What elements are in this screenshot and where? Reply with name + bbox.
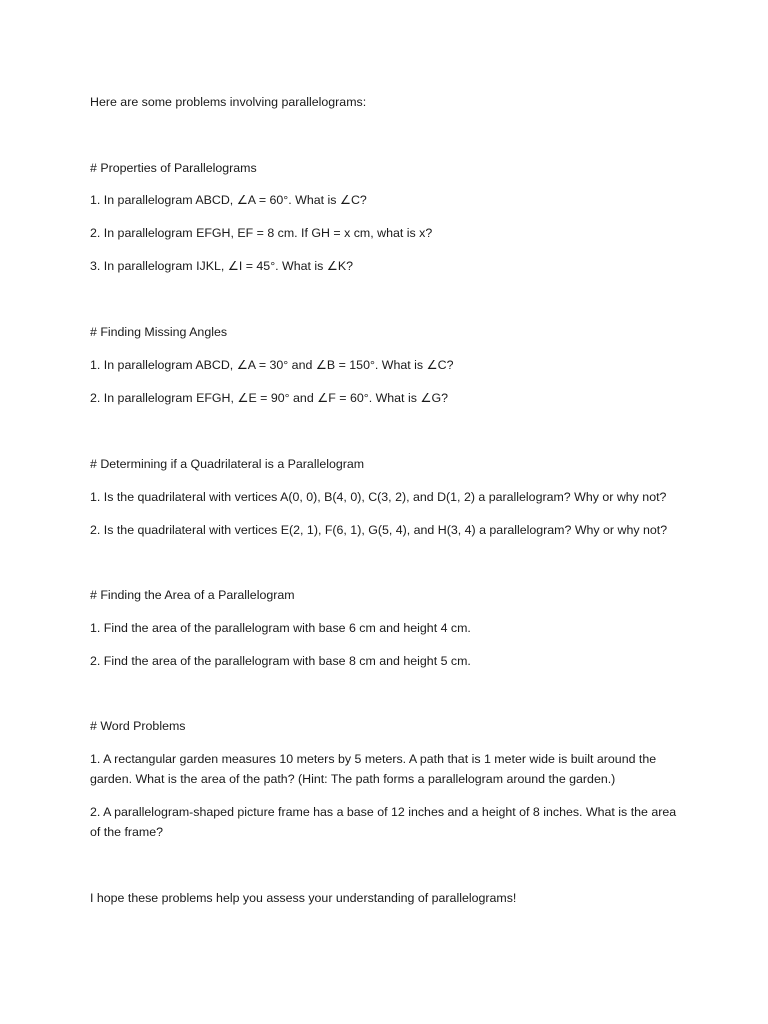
section-heading-missing-angles: # Finding Missing Angles	[90, 325, 228, 339]
section-heading-word-problems: # Word Problems	[90, 719, 186, 733]
problem-item: 1. In parallelogram ABCD, ∠A = 30° and ∠B = 150°. What is ∠C?	[90, 358, 454, 372]
problem-item: 1. Find the area of the parallelogram with base 6 cm and height 4 cm.	[90, 621, 471, 635]
intro-text: Here are some problems involving parallelograms:	[90, 95, 367, 109]
problem-item: 3. In parallelogram IJKL, ∠I = 45°. What is ∠K?	[90, 259, 354, 273]
closing-text: I hope these problems help you assess your understanding of parallelograms!	[90, 891, 517, 905]
problem-item: 2. A parallelogram-shaped picture frame has a base of 12 inches and a height of 8 inches. What is the area of the frame?	[90, 805, 677, 839]
section-heading-area: # Finding the Area of a Parallelogram	[90, 588, 295, 602]
problem-item: 2. Find the area of the parallelogram with base 8 cm and height 5 cm.	[90, 654, 471, 668]
problem-item: 2. In parallelogram EFGH, EF = 8 cm. If GH = x cm, what is x?	[90, 226, 433, 240]
section-heading-quadrilateral: # Determining if a Quadrilateral is a Parallelogram	[90, 457, 365, 471]
section-heading-properties: # Properties of Parallelograms	[90, 161, 257, 175]
problem-item: 1. In parallelogram ABCD, ∠A = 60°. What is ∠C?	[90, 193, 367, 207]
problem-item: 1. Is the quadrilateral with vertices A(0, 0), B(4, 0), C(3, 2), and D(1, 2) a parallelogram? Why or why not?	[90, 490, 667, 504]
problem-item: 2. In parallelogram EFGH, ∠E = 90° and ∠F = 60°. What is ∠G?	[90, 391, 448, 405]
problem-item: 2. Is the quadrilateral with vertices E(2, 1), F(6, 1), G(5, 4), and H(3, 4) a parallelogram? Why or why not?	[90, 523, 668, 537]
problem-item: 1. A rectangular garden measures 10 meters by 5 meters. A path that is 1 meter wide is built around the garden. What is the area of the path? (Hint: The path forms a parallelogram around the garden.)	[90, 752, 657, 786]
